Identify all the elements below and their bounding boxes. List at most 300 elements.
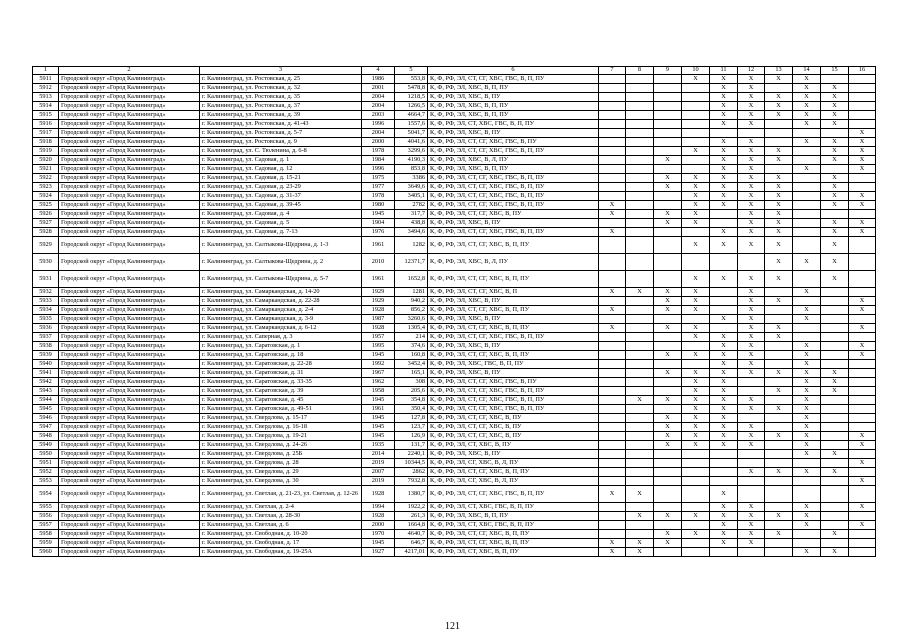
mark-cell: X	[654, 432, 682, 441]
mark-cell: X	[738, 138, 765, 147]
mark-cell	[682, 521, 710, 530]
mark-cell: X	[710, 539, 738, 548]
row-number: 5928	[33, 228, 59, 237]
works-cell: К, Ф, РФ, ЭЛ, СТ, СГ, ХВС, В, П, ПУ	[428, 271, 599, 288]
row-number: 5929	[33, 237, 59, 254]
mark-cell	[821, 351, 849, 360]
area-cell: 308	[395, 378, 428, 387]
table-row	[33, 521, 876, 530]
row-number: 5932	[33, 288, 59, 297]
mark-cell	[626, 477, 654, 486]
owner-cell: Городской округ «Город Калининград»	[59, 486, 200, 503]
mark-cell	[626, 459, 654, 468]
mark-cell	[626, 423, 654, 432]
mark-cell: X	[793, 165, 821, 174]
mark-cell	[682, 503, 710, 512]
mark-cell: X	[738, 530, 765, 539]
mark-cell: X	[821, 156, 849, 165]
column-header: 9	[654, 67, 682, 75]
table-row	[33, 254, 876, 271]
table-row	[33, 459, 876, 468]
mark-cell: X	[793, 387, 821, 396]
mark-cell	[682, 468, 710, 477]
mark-cell: X	[821, 147, 849, 156]
works-cell: К, Ф, РФ, ЭЛ, СТ, СГ, ХВС, В, П, ПУ	[428, 530, 599, 539]
mark-cell: X	[765, 324, 793, 333]
mark-cell	[626, 138, 654, 147]
row-number: 5936	[33, 324, 59, 333]
mark-cell	[626, 468, 654, 477]
mark-cell: X	[849, 324, 876, 333]
row-number: 5948	[33, 432, 59, 441]
area-cell: 438,8	[395, 219, 428, 228]
year-cell: 1961	[362, 405, 395, 414]
mark-cell: X	[821, 84, 849, 93]
mark-cell: X	[793, 138, 821, 147]
mark-cell: X	[738, 405, 765, 414]
year-cell: 2001	[362, 84, 395, 93]
mark-cell: X	[654, 351, 682, 360]
area-cell: 160,8	[395, 351, 428, 360]
mark-cell	[599, 297, 626, 306]
area-cell: 350,4	[395, 405, 428, 414]
area-cell: 4041,6	[395, 138, 428, 147]
mark-cell: X	[849, 459, 876, 468]
mark-cell	[654, 120, 682, 129]
mark-cell: X	[710, 333, 738, 342]
mark-cell: X	[710, 147, 738, 156]
mark-cell	[654, 165, 682, 174]
year-cell: 1980	[362, 201, 395, 210]
table-row	[33, 201, 876, 210]
mark-cell	[654, 201, 682, 210]
address-cell: г. Калининград, ул. Самаркандская, д. 6-12	[200, 324, 362, 333]
year-cell: 1967	[362, 369, 395, 378]
works-cell: К, Ф, РФ, ЭЛ, ХВС, В, П, ПУ	[428, 512, 599, 521]
mark-cell	[682, 477, 710, 486]
mark-cell	[738, 254, 765, 271]
mark-cell	[793, 486, 821, 503]
mark-cell	[821, 432, 849, 441]
address-cell: г. Калининград, ул. Свободная, д. 10-20	[200, 530, 362, 539]
row-number: 5926	[33, 210, 59, 219]
works-cell: К, Ф, РФ, ЭЛ, ХВС, В, ПУ	[428, 315, 599, 324]
address-cell: г. Калининград, ул. Самаркандская, д. 2-4	[200, 306, 362, 315]
owner-cell: Городской округ «Город Калининград»	[59, 219, 200, 228]
area-cell: 3386	[395, 174, 428, 183]
mark-cell: X	[738, 102, 765, 111]
row-number: 5960	[33, 548, 59, 557]
mark-cell	[849, 315, 876, 324]
works-cell: К, Ф, РФ, ЭЛ, СТ, СГ, ХВС, ГВС, В, П, ПУ	[428, 396, 599, 405]
mark-cell: X	[765, 468, 793, 477]
mark-cell	[626, 378, 654, 387]
mark-cell: X	[654, 156, 682, 165]
mark-cell: X	[682, 147, 710, 156]
mark-cell	[599, 315, 626, 324]
mark-cell: X	[710, 342, 738, 351]
mark-cell	[821, 360, 849, 369]
mark-cell	[849, 396, 876, 405]
address-cell: г. Калининград, ул. Салтыкова-Щедрина, д. 5-7	[200, 271, 362, 288]
mark-cell	[738, 486, 765, 503]
year-cell: 1945	[362, 423, 395, 432]
owner-cell: Городской округ «Город Калининград»	[59, 306, 200, 315]
mark-cell: X	[793, 75, 821, 84]
mark-cell: X	[626, 548, 654, 557]
mark-cell	[626, 432, 654, 441]
mark-cell	[654, 468, 682, 477]
area-cell: 856,2	[395, 306, 428, 315]
mark-cell	[849, 254, 876, 271]
mark-cell: X	[599, 228, 626, 237]
area-cell: 127,8	[395, 414, 428, 423]
mark-cell	[821, 486, 849, 503]
mark-cell	[599, 503, 626, 512]
mark-cell: X	[710, 369, 738, 378]
mark-cell	[821, 405, 849, 414]
mark-cell: X	[682, 210, 710, 219]
table-row	[33, 423, 876, 432]
mark-cell	[599, 174, 626, 183]
works-cell: К, Ф, РФ, ЭЛ, ХВС, В, ПУ	[428, 342, 599, 351]
works-cell: К, Ф, РФ, ЭЛ, ХВС, В, Л, ПУ	[428, 156, 599, 165]
row-number: 5934	[33, 306, 59, 315]
mark-cell	[765, 120, 793, 129]
mark-cell	[626, 333, 654, 342]
table-body	[33, 67, 876, 557]
address-cell: г. Калининград, ул. Свободная, д. 17	[200, 539, 362, 548]
mark-cell: X	[793, 378, 821, 387]
mark-cell: X	[793, 120, 821, 129]
mark-cell	[654, 192, 682, 201]
address-cell: г. Калининград, ул. Садовая, д. 39-45	[200, 201, 362, 210]
mark-cell	[793, 129, 821, 138]
row-number: 5937	[33, 333, 59, 342]
year-cell: 2019	[362, 459, 395, 468]
address-cell: г. Калининград, ул. Ростовская, д. 37	[200, 102, 362, 111]
year-cell: 1984	[362, 156, 395, 165]
row-number: 5959	[33, 539, 59, 548]
mark-cell: X	[710, 192, 738, 201]
mark-cell: X	[710, 315, 738, 324]
mark-cell: X	[710, 396, 738, 405]
area-cell: 553,8	[395, 75, 428, 84]
year-cell: 1928	[362, 512, 395, 521]
mark-cell: X	[821, 387, 849, 396]
mark-cell	[821, 324, 849, 333]
row-number: 5945	[33, 405, 59, 414]
mark-cell: X	[765, 210, 793, 219]
mark-cell	[765, 288, 793, 297]
mark-cell	[849, 539, 876, 548]
area-cell: 3299,6	[395, 147, 428, 156]
mark-cell	[626, 503, 654, 512]
mark-cell	[793, 539, 821, 548]
mark-cell	[765, 342, 793, 351]
mark-cell: X	[738, 441, 765, 450]
works-cell: К, Ф, РФ, ЭЛ, ХВС, В, П, ПУ	[428, 102, 599, 111]
mark-cell	[710, 548, 738, 557]
area-cell: 261,3	[395, 512, 428, 521]
mark-cell: X	[821, 468, 849, 477]
mark-cell	[626, 183, 654, 192]
mark-cell	[626, 111, 654, 120]
mark-cell	[821, 333, 849, 342]
row-number: 5939	[33, 351, 59, 360]
row-number: 5911	[33, 75, 59, 84]
mark-cell	[738, 459, 765, 468]
mark-cell: X	[821, 530, 849, 539]
mark-cell: X	[849, 228, 876, 237]
area-cell: 3452,4	[395, 360, 428, 369]
works-cell: К, Ф, РФ, ЭЛ, ХВС, В, П, ПУ	[428, 111, 599, 120]
works-cell: К, Ф, РФ, ЭЛ, СТ, СГ, ХВС, В, П, ПУ	[428, 324, 599, 333]
row-number: 5931	[33, 271, 59, 288]
works-cell: К, Ф, РФ, ЭЛ, СТ, ХВС, В, П, ПУ	[428, 548, 599, 557]
mark-cell: X	[710, 512, 738, 521]
works-cell: К, Ф, РФ, ЭЛ, СТ, СГ, ХВС, В, ПУ	[428, 432, 599, 441]
works-cell: К, Ф, РФ, ЭЛ, ХВС, В, ПУ	[428, 369, 599, 378]
mark-cell: X	[765, 369, 793, 378]
year-cell: 1945	[362, 414, 395, 423]
address-cell: г. Калининград, ул. Садовая, д. 7-13	[200, 228, 362, 237]
mark-cell	[849, 468, 876, 477]
mark-cell	[654, 102, 682, 111]
works-cell: К, Ф, РФ, ЭЛ, ХВС, В, ПУ	[428, 450, 599, 459]
mark-cell: X	[682, 219, 710, 228]
table-row	[33, 539, 876, 548]
column-header: 5	[395, 67, 428, 75]
mark-cell: X	[821, 271, 849, 288]
mark-cell: X	[738, 333, 765, 342]
mark-cell	[654, 254, 682, 271]
mark-cell: X	[849, 156, 876, 165]
owner-cell: Городской округ «Город Калининград»	[59, 228, 200, 237]
mark-cell	[710, 306, 738, 315]
year-cell: 1970	[362, 530, 395, 539]
mark-cell: X	[821, 102, 849, 111]
year-cell: 2014	[362, 450, 395, 459]
address-cell: г. Калининград, ул. Свердлова, д. 25Б	[200, 450, 362, 459]
area-cell: 1281	[395, 288, 428, 297]
mark-cell: X	[710, 228, 738, 237]
mark-cell: X	[738, 396, 765, 405]
mark-cell: X	[710, 93, 738, 102]
area-cell: 7932,8	[395, 477, 428, 486]
year-cell: 1945	[362, 210, 395, 219]
owner-cell: Городской округ «Город Калининград»	[59, 120, 200, 129]
year-cell: 2000	[362, 138, 395, 147]
mark-cell	[849, 414, 876, 423]
area-cell: 5041,7	[395, 129, 428, 138]
mark-cell	[654, 378, 682, 387]
mark-cell	[849, 102, 876, 111]
mark-cell: X	[821, 138, 849, 147]
mark-cell	[599, 102, 626, 111]
owner-cell: Городской округ «Город Калининград»	[59, 432, 200, 441]
mark-cell: X	[765, 219, 793, 228]
mark-cell: X	[682, 423, 710, 432]
mark-cell	[793, 147, 821, 156]
table-row	[33, 120, 876, 129]
mark-cell	[849, 84, 876, 93]
year-cell: 1929	[362, 297, 395, 306]
mark-cell	[793, 219, 821, 228]
owner-cell: Городской округ «Город Калининград»	[59, 351, 200, 360]
mark-cell: X	[654, 306, 682, 315]
owner-cell: Городской округ «Город Калининград»	[59, 111, 200, 120]
mark-cell	[626, 521, 654, 530]
table-row	[33, 396, 876, 405]
mark-cell: X	[710, 183, 738, 192]
year-cell: 1992	[362, 360, 395, 369]
owner-cell: Городской округ «Город Калининград»	[59, 530, 200, 539]
table-row	[33, 486, 876, 503]
mark-cell	[654, 387, 682, 396]
column-header: 7	[599, 67, 626, 75]
table-row	[33, 102, 876, 111]
mark-cell	[599, 378, 626, 387]
mark-cell: X	[654, 539, 682, 548]
mark-cell	[626, 297, 654, 306]
owner-cell: Городской округ «Город Калининград»	[59, 254, 200, 271]
mark-cell	[710, 210, 738, 219]
mark-cell	[682, 156, 710, 165]
mark-cell	[793, 297, 821, 306]
owner-cell: Городской округ «Город Калининград»	[59, 183, 200, 192]
mark-cell: X	[682, 512, 710, 521]
mark-cell	[599, 93, 626, 102]
mark-cell: X	[849, 192, 876, 201]
area-cell: 2782	[395, 201, 428, 210]
works-cell: К, Ф, РФ, ЭЛ, ХВС, В, ПУ	[428, 297, 599, 306]
mark-cell	[765, 450, 793, 459]
mark-cell: X	[710, 120, 738, 129]
address-cell: г. Калининград, ул. Саратовская, д. 31	[200, 369, 362, 378]
column-header: 11	[710, 67, 738, 75]
owner-cell: Городской округ «Город Калининград»	[59, 503, 200, 512]
mark-cell	[821, 503, 849, 512]
mark-cell	[599, 342, 626, 351]
address-cell: г. Калининград, ул. Свердлова, д. 28	[200, 459, 362, 468]
mark-cell	[626, 369, 654, 378]
mark-cell	[654, 75, 682, 84]
mark-cell: X	[682, 405, 710, 414]
mark-cell: X	[821, 93, 849, 102]
mark-cell: X	[821, 174, 849, 183]
table-row	[33, 351, 876, 360]
mark-cell: X	[682, 174, 710, 183]
mark-cell	[682, 539, 710, 548]
mark-cell	[793, 210, 821, 219]
mark-cell: X	[738, 468, 765, 477]
works-cell: К, Ф, РФ, ЭЛ, СТ, ХВС, В, ПУ	[428, 441, 599, 450]
area-cell: 1282	[395, 237, 428, 254]
mark-cell: X	[738, 324, 765, 333]
address-cell: г. Калининград, ул. Садовая, д. 5	[200, 219, 362, 228]
mark-cell: X	[599, 210, 626, 219]
mark-cell: X	[849, 342, 876, 351]
mark-cell: X	[765, 174, 793, 183]
mark-cell	[599, 351, 626, 360]
mark-cell	[821, 297, 849, 306]
mark-cell	[599, 521, 626, 530]
mark-cell: X	[654, 423, 682, 432]
year-cell: 1986	[362, 75, 395, 84]
row-number: 5958	[33, 530, 59, 539]
works-cell: К, Ф, РФ, ЭЛ, СТ, СГ, ХВС, ГВС, В, П, ПУ	[428, 333, 599, 342]
area-cell: 374,6	[395, 342, 428, 351]
mark-cell	[626, 315, 654, 324]
mark-cell	[599, 396, 626, 405]
mark-cell	[849, 530, 876, 539]
mark-cell	[765, 351, 793, 360]
mark-cell: X	[710, 84, 738, 93]
mark-cell: X	[765, 228, 793, 237]
mark-cell: X	[682, 396, 710, 405]
mark-cell	[682, 548, 710, 557]
area-cell: 214	[395, 333, 428, 342]
mark-cell: X	[793, 512, 821, 521]
row-number: 5913	[33, 93, 59, 102]
table-row	[33, 378, 876, 387]
mark-cell	[599, 512, 626, 521]
mark-cell	[654, 84, 682, 93]
mark-cell	[738, 477, 765, 486]
mark-cell	[599, 360, 626, 369]
mark-cell: X	[821, 450, 849, 459]
mark-cell	[710, 129, 738, 138]
mark-cell: X	[654, 219, 682, 228]
mark-cell: X	[626, 512, 654, 521]
column-header: 4	[362, 67, 395, 75]
mark-cell	[682, 315, 710, 324]
mark-cell: X	[793, 503, 821, 512]
works-cell: К, Ф, РФ, ЭЛ, СТ, СГ, ХВС, В, П, ПУ	[428, 237, 599, 254]
mark-cell	[654, 93, 682, 102]
housing-stock-table	[32, 66, 876, 557]
mark-cell: X	[738, 120, 765, 129]
table-row	[33, 271, 876, 288]
column-header: 10	[682, 67, 710, 75]
mark-cell: X	[710, 423, 738, 432]
works-cell: К, Ф, РФ, ЭЛ, СТ, ХВС, ГВС, В, П, ПУ	[428, 120, 599, 129]
mark-cell: X	[738, 351, 765, 360]
mark-cell	[821, 423, 849, 432]
mark-cell: X	[738, 423, 765, 432]
mark-cell	[765, 503, 793, 512]
mark-cell: X	[654, 396, 682, 405]
year-cell: 1975	[362, 174, 395, 183]
mark-cell: X	[765, 102, 793, 111]
table-row	[33, 210, 876, 219]
owner-cell: Городской округ «Город Калининград»	[59, 315, 200, 324]
area-cell: 205,6	[395, 387, 428, 396]
row-number: 5921	[33, 165, 59, 174]
address-cell: г. Калининград, ул. Светлая, д. 21-23, ул. Светлая, д. 12-26	[200, 486, 362, 503]
mark-cell	[599, 120, 626, 129]
owner-cell: Городской округ «Город Калининград»	[59, 360, 200, 369]
area-cell: 853,8	[395, 165, 428, 174]
mark-cell	[793, 237, 821, 254]
mark-cell	[765, 129, 793, 138]
mark-cell: X	[626, 396, 654, 405]
mark-cell: X	[765, 201, 793, 210]
owner-cell: Городской округ «Город Калининград»	[59, 387, 200, 396]
mark-cell	[599, 468, 626, 477]
mark-cell: X	[738, 360, 765, 369]
